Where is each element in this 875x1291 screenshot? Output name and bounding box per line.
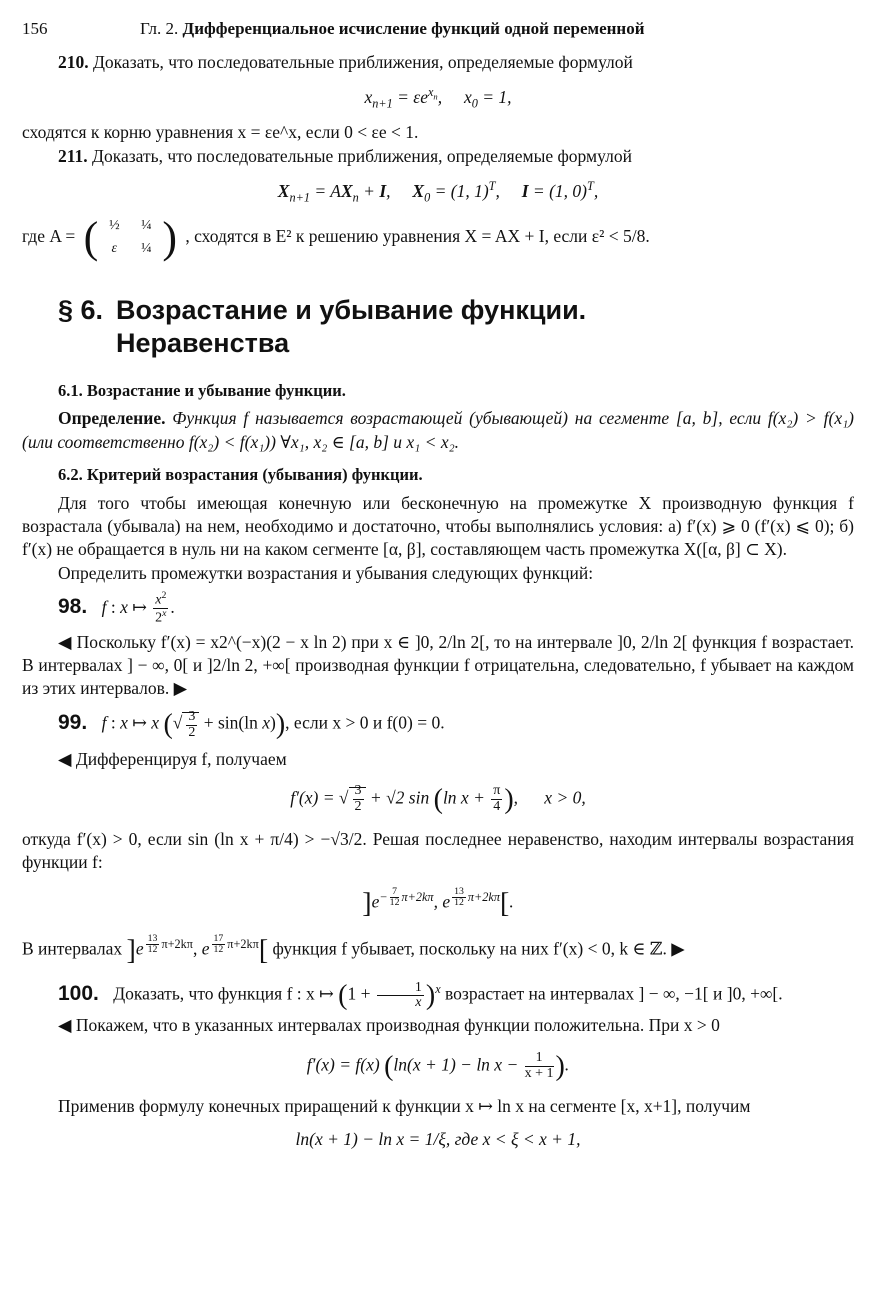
problem-211-condition: где A = ( ½ ¼ ε ¼ ) , сходятся в E² к решению уравнения X = AX + I, если ε² < 5/8. xyxy=(22,212,650,262)
problem-210-text: сходятся к корню уравнения x = εe^x, если 0 < εe < 1. xyxy=(22,122,419,143)
solution-100-intro: ◀ Покажем, что в указанных интервалах производная функции положительна. При x > 0 xyxy=(58,1015,720,1036)
subsection-6-2: 6.2. Критерий возрастания (убывания) функции. xyxy=(58,464,423,484)
problem-100: 100. Доказать, что функция f : x ↦ (1 + $\frac{1}{x}$ )$^x$ возрастает на интервалах ] − ∞, −1[ и ]0, +∞[. xyxy=(58,979,783,1012)
problem-210: 210. Доказать, что последовательные приближения, определяемые формулой xyxy=(58,51,633,72)
solution-98: ◀ Поскольку f′(x) = x2^(−x)(2 − x ln 2) при x ∈ ]0, 2/ln 2[, то на интервале ]0, 2/ln 2[ функция f возрастает. В интервалах ] − ∞, 0[ и ]2/ln 2, +∞[ производная функции f отрицательна, следовательно, f убывает на каждом из этих интервалов. ▶ xyxy=(22,631,854,699)
problem-98: 98. f : x ↦ $\frac{x^2}{2^x}$ . xyxy=(58,589,175,626)
problem-211: 211. Доказать, что последовательные приближения, определяемые формулой xyxy=(58,145,632,166)
section-heading: § 6. Возрастание и убывание функции. Неравенства xyxy=(58,294,587,358)
equation-210: $x_{n+1} = \varepsilon e^{x_n}$, $x_0 = 1$, xyxy=(364,84,512,111)
definition: Определение. Функция f называется возрастающей (убывающей) на сегменте [a, b], если f(x₂) > f(x₁) (или соответственно f(x₂) < f(x₁)) ∀x₁, x₂ ∈ [a, b] и x₁ < x₂. xyxy=(22,408,854,452)
equation-100-mvt: ln(x + 1) − ln x = 1/ξ, где x < ξ < x + 1, xyxy=(295,1129,581,1150)
page xyxy=(22,18,854,1161)
solution-99-body: откуда f′(x) > 0, если sin (ln x + π/4) > −√3/2. Решая последнее неравенство, находим интервалы возрастания функции f: xyxy=(22,829,854,873)
page-number: 156 xyxy=(22,19,48,38)
chapter-title: Гл. 2. Дифференциальное исчисление функций одной переменной xyxy=(140,19,645,38)
solution-100-body: Применив формулу конечных приращений к функции x ↦ ln x на сегменте [x, x+1], получим xyxy=(58,1095,751,1116)
task-intro: Определить промежутки возрастания и убывания следующих функций: xyxy=(58,562,594,583)
solution-99-end: В интервалах ]e $^{\frac{13}{12} \pi+2k\pi}$, e $^{\frac{17}{12} \pi+2k\pi}$[ функция f убывает, поскольку на них f′(x) < 0, k ∈ ℤ. ▶ xyxy=(22,933,685,966)
matrix-a: ( ½ ¼ ε ¼ ) xyxy=(83,212,177,262)
criterion-paragraph: Для того чтобы имеющая конечную или бесконечную на промежутке X производную функция f возрастала (убывала) на нем, необходимо и достаточно, чтобы выполнялись условия: а) f′(x) ⩾ 0 (f′(x) ⩽ 0); б) f′(x) не обращается в нуль ни на каком сегменте [α, β], составляющем часть промежутка X([α, β] ⊂ X). xyxy=(22,492,854,560)
equation-99-intervals: ]$e^{- \frac{7}{12} \pi+2k\pi}$, e $^{\frac{13}{12} \pi+2k\pi}$[. xyxy=(362,885,514,919)
equation-100-derivative: f′(x) = f(x) (ln(x + 1) − ln x − $\frac{1}{x + 1}$ ). xyxy=(306,1050,570,1082)
subsection-6-1: 6.1. Возрастание и убывание функции. xyxy=(58,380,346,400)
problem-99: 99. f : x ↦ x (√ $\frac{3}{2}$ + sin(ln x)), если x > 0 и f(0) = 0. xyxy=(58,708,445,741)
solution-99-intro: ◀ Дифференцируя f, получаем xyxy=(58,748,287,769)
equation-99-derivative: f′(x) = √ $\frac{3}{2}$ + √2 sin (ln x + $\frac{\pi}{4}$ ), x > 0, xyxy=(290,783,586,815)
running-header xyxy=(22,18,854,41)
equation-211: $X_{n+1} = AX_n + I$, $X_0 = (1$, 1)$^T$, I = (1, 0)$^T$, xyxy=(277,179,599,205)
